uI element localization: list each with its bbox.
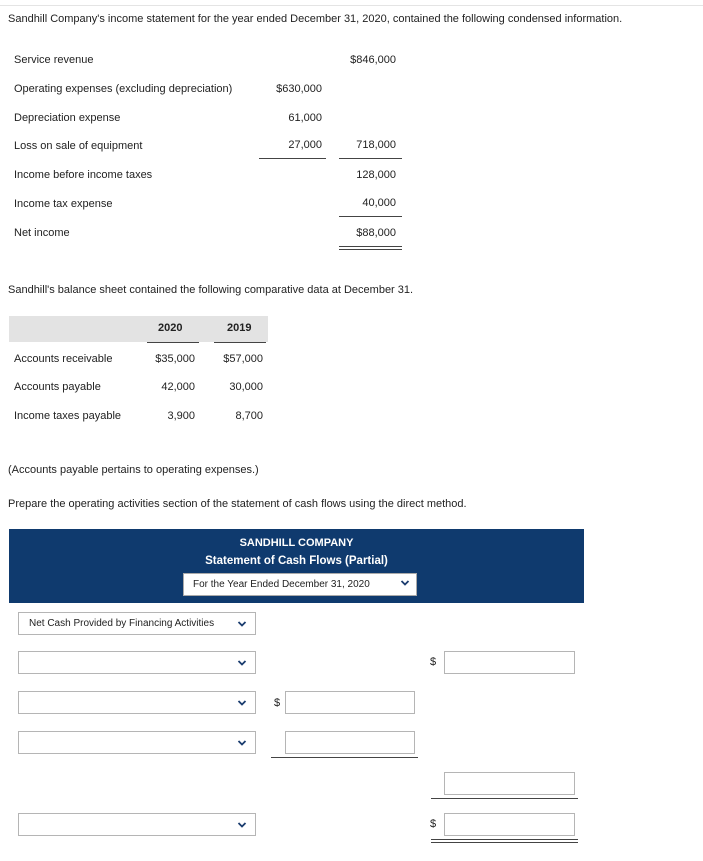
- amount-input-4[interactable]: [444, 772, 575, 795]
- total-expenses-underline: [339, 158, 402, 159]
- bs-row-2019: $57,000: [223, 353, 263, 365]
- tax-underline: [339, 216, 402, 217]
- bs-row-label: Income taxes payable: [14, 410, 122, 422]
- tax-label: Income tax expense: [14, 198, 113, 210]
- net-cash-double-underline-1: [431, 839, 578, 840]
- bs-row-2019: 8,700: [235, 410, 263, 422]
- loss-value: 27,000: [288, 139, 322, 151]
- net-income-double-underline-1: [339, 246, 402, 247]
- ibt-label: Income before income taxes: [14, 169, 153, 181]
- statement-header: [9, 529, 584, 603]
- line-item-select-2[interactable]: [18, 691, 256, 714]
- net-income-double-underline-2: [339, 249, 402, 250]
- bs-row-label: Accounts receivable: [14, 353, 113, 365]
- line-item-select-1[interactable]: [18, 651, 256, 674]
- col-2020-header: 2020: [158, 322, 183, 334]
- top-divider: [0, 5, 703, 6]
- section-type-select-value: Net Cash Provided by Financing Activities: [29, 618, 215, 629]
- net-income-value: $88,000: [356, 227, 396, 239]
- dollar-sign: $: [430, 656, 437, 668]
- col-2020-underline: [147, 342, 199, 343]
- total-underline: [431, 798, 578, 799]
- chevron-down-icon: [237, 738, 247, 748]
- line-item-select-3[interactable]: [18, 731, 256, 754]
- col-2019-header: 2019: [227, 322, 252, 334]
- depreciation-label: Depreciation expense: [14, 112, 121, 124]
- bs-row-2020: $35,000: [155, 353, 195, 365]
- net-cash-double-underline-2: [431, 842, 578, 843]
- chevron-down-icon: [237, 619, 247, 629]
- tax-value: 40,000: [362, 197, 396, 209]
- chevron-down-icon: [237, 658, 247, 668]
- chevron-down-icon: [400, 578, 410, 588]
- dollar-sign: $: [274, 697, 281, 709]
- expenses-underline: [259, 158, 326, 159]
- bs-row-2020: 3,900: [167, 410, 195, 422]
- company-name: SANDHILL COMPANY: [239, 537, 354, 549]
- dollar-sign: $: [430, 818, 437, 830]
- amount-input-3[interactable]: [285, 731, 415, 754]
- statement-title: Statement of Cash Flows (Partial): [205, 555, 388, 567]
- service-revenue-value: $846,000: [350, 54, 396, 66]
- period-select[interactable]: [183, 573, 417, 596]
- balance-intro-text: Sandhill's balance sheet contained the following comparative data at December 31.: [8, 284, 414, 296]
- chevron-down-icon: [237, 698, 247, 708]
- service-revenue-label: Service revenue: [14, 54, 94, 66]
- amount-input-5[interactable]: [444, 813, 575, 836]
- note-text: (Accounts payable pertains to operating expenses.): [8, 464, 259, 476]
- section-type-select[interactable]: [18, 612, 256, 635]
- net-income-label: Net income: [14, 227, 70, 239]
- bs-row-label: Accounts payable: [14, 381, 101, 393]
- line-item-select-4[interactable]: [18, 813, 256, 836]
- subtotal-underline: [271, 757, 418, 758]
- opex-label: Operating expenses (excluding depreciation): [14, 83, 233, 95]
- period-select-value: For the Year Ended December 31, 2020: [193, 579, 370, 590]
- amount-input-1[interactable]: [444, 651, 575, 674]
- loss-label: Loss on sale of equipment: [14, 140, 143, 152]
- opex-value: $630,000: [276, 83, 322, 95]
- intro-text: Sandhill Company's income statement for the year ended December 31, 2020, contained the following condensed information.: [8, 13, 623, 25]
- col-2019-underline: [214, 342, 266, 343]
- total-expenses-value: 718,000: [356, 139, 396, 151]
- amount-input-2[interactable]: [285, 691, 415, 714]
- bs-row-2020: 42,000: [161, 381, 195, 393]
- bs-row-2019: 30,000: [229, 381, 263, 393]
- depreciation-value: 61,000: [288, 112, 322, 124]
- ibt-value: 128,000: [356, 169, 396, 181]
- instruction-text: Prepare the operating activities section of the statement of cash flows using the direct method.: [8, 498, 467, 510]
- chevron-down-icon: [237, 820, 247, 830]
